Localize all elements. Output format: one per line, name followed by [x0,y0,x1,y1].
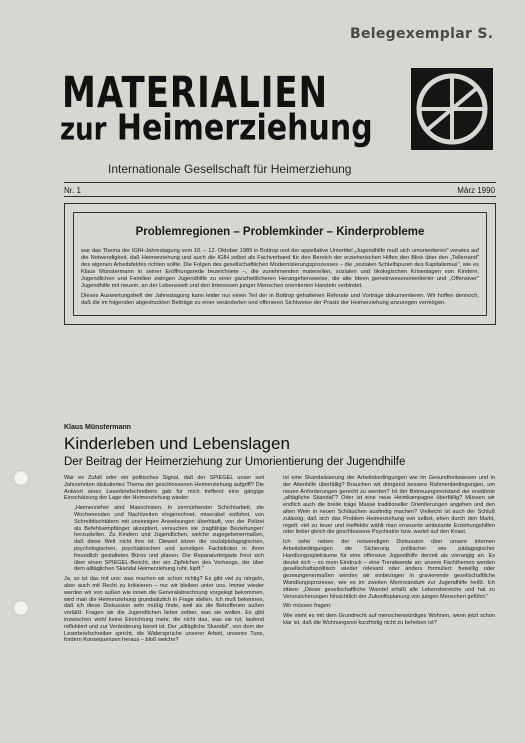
article-subtitle: Der Beitrag der Heimerziehung zur Umorientierung der Jugendhilfe [64,456,406,468]
article-paragraph: Wir müssen fragen: [283,603,332,610]
masthead-prefix: zur [60,111,107,148]
editorial-title: Problemregionen – Problemkinder – Kinderprobleme [135,226,425,238]
editorial-text [81,248,479,310]
masthead-line-1: MATERIALIEN [62,68,329,118]
punch-hole [13,600,29,616]
divider [64,196,496,197]
editorial-paragraph: Dieses Auswertungsheft der Jahrestagung kann leider nur einen Teil der in Bottrop gehaltenen Referate und Vorträge dokumentieren. Wir hoffen dennoch, daß die im folgenden abgedruckten Beiträge zu einer veränderten und offeneren Sichtweise der Praxis der Heimerziehung anzuregen vermögen. [81,293,479,306]
article-paragraph: Ist eine Skandalisierung der Arbeitsbedingungen wie im Gesundheitswesen und in der Altenhilfe überfällig? Brauchen wir dringend bessere Rahmenbedingungen, um neuen Anforderungen gerecht zu werden? Ist der Betreuungsnotstand der erwähnte „alltägliche Skandal"? Oder ist eine neue Heimkampagne überfällig? Müssen wir endlich auch die breite träge Masse traditioneller Orientierungen angehen und den alten Wein in neuen Schläuchen ausfindig machen? Vielleicht ist auch der Schluß zulässig, daß sich das Problem Heimerziehung von selbst, eben durch den Markt, regelt: viel zu teuer und ineffektiv wählt man erneuerte ambulante Erziehungshilfen oder lieber gleich die geschlossene Psychiatrie bzw. wartet auf den Knast. [283,475,495,536]
editorial-box [64,203,496,325]
article-paragraph: War es Zufall oder ein politisches Signal, daß der SPIEGEL unser seit Jahrzehnten diskutiertes Thema der geschlossenen Heimerziehung aufgriff? Die Antwort eines Leserbriefschreibers gab für mich treffend eine gängige Einschätzung der Lage der Heimerziehung wieder: [64,475,264,502]
article-quote: „Heimerzieher sind Masochisten. In zermürbender Schichtarbeit, die Wochenenden und Nachtzeiten eingerechnet, miserabel entlohnt, von Schreibtischtätern mit unsinnigen Anweisungen überhäuft, von der Polizei als Befehlsempfänger akzeptiert, versuchen sie ‚tragfähige Beziehungen' herzustellen. Zu Kindern und Jugendlichen, welche zugegebenermaßen, daß diese Welt nicht ihre ist. Dieweil sitzen die sozialpädagogischen, psychologischen, psychiatrischen und sonstigen Fachidioten in ihren freundlich gestalteten Büros und planen. Die Reparaturbrigade freut sich über einen SPIEGEL-Bericht, der ein Zipfelchen des Vorhangs, der über dem alltäglichen Skandal Heimerziehung ruht, lüpft." [74,505,264,573]
masthead-line-2 [60,107,373,149]
article-column-right [283,475,495,630]
article-paragraph: Ich sehe neben der notwendigen Diskussion über unsere internen Arbeitsbedingungen die Sicherung politischer wie pädagogischer Handlungsspielräume für eine offensive Jugendhilfe derzeit als vorrangig an. Es deutet sich – so mein Eindruck – eine Trendwende an: unsere Fachthemen werden gesellschaftspolitisch wieder relevant oder anders formuliert: freiwillig oder gezwungenermaßen werden wir einbezogen in gravierende gesellschaftliche Wandlungsprozesse, wie es im zweiten Memorandum zur Jugendhilfe heißt. Ich zitiere: „Dieser gesellschaftliche Wandel erfaßt alle Lebensbereiche und hat zu Verunsicherungen hinsichtlich der Zukunftsplanung von jungen Menschen geführt." [283,539,495,600]
article-title: Kinderleben und Lebenslagen [64,434,290,453]
punch-hole [13,470,29,486]
divider [64,182,496,183]
igfh-logo-icon [411,68,493,150]
issue-date: März 1990 [457,186,495,195]
issue-number: Nr. 1 [64,186,81,195]
masthead-main: Heimerziehung [116,107,373,149]
article-paragraph: Ja, so ist das mit uns: was machen wir schon richtig? Es gibt viel zu nörgeln, aber auch mit Recht zu kritisieren – nur wir bleiben unter uns. Immer wieder werden wir von außen wie innen die Generalabrechnung vorgelegt bekommen, wird man die Heimerziehung grundsätzlich in Frage stellen. Ich muß bekennen, daß ich diese Diskussion sehr müßig finde, weil sie die Betroffenen außen vorläßt. Fragen wir die Jugendlichen lieber selber, was sie wollen. Es gibt inzwischen wohl keine Einrichtung mehr, die nicht das, was sie tut, laufend reflektiert und zur Veränderung bereit ist. Der „alltägliche Skandal", von dem der Leserbriefschreiber spricht, die Widersprüche unserer Arbeit, unseres Tuns, fordern Konsequenzen heraus – bloß welche? [64,576,264,644]
article-paragraph: Wie steht es mit dem Grundrecht auf menschenwürdiges Wohnen, wenn jetzt schon klar ist, daß die Wohnungsnot kurzfristig nicht zu beheben ist? [283,613,495,626]
article-author: Klaus Münstermann [64,424,131,431]
masthead-subtitle: Internationale Gesellschaft für Heimerziehung [108,162,352,176]
article-column-left [64,475,264,647]
stamp: Belegexemplar S. [350,26,494,42]
editorial-paragraph: war das Thema der IGfH-Jahrestagung vom 10. – 12. Oktober 1989 in Bottrop und der appellative Untertitel „Jugendhilfe muß sich umorientieren" verwies auf die Notwendigkeit, daß Heimerziehung und auch die IGfH selbst als Fachverband für den Bereich der erzieherischen Hilfen den Blick über den „Tellerrand" des eigenen Arbeitsfeldes richten sollte. Die Folgen des gesellschaftlichen Modernisierungsprozesses – die „sozialen Schleifspuren des Kapitalismus", wie es Klaus Münstermann in seiner Eröffnungsrede bezeichnete –, die zunehmenden materiellen, sozialen und ökologischen Krisenlagen von Kindern, Jugendlichen und Familien zwingen Jugendhilfe zu einer ganzheitlicheren Herangehensweise, die alte Ideen gemeinwesenorientierter und „Offensiver" Jugendhilfe mit neuem, an der Lebenswelt und den Interessen junger Menschen orientierten Handeln verbindet. [81,248,479,289]
